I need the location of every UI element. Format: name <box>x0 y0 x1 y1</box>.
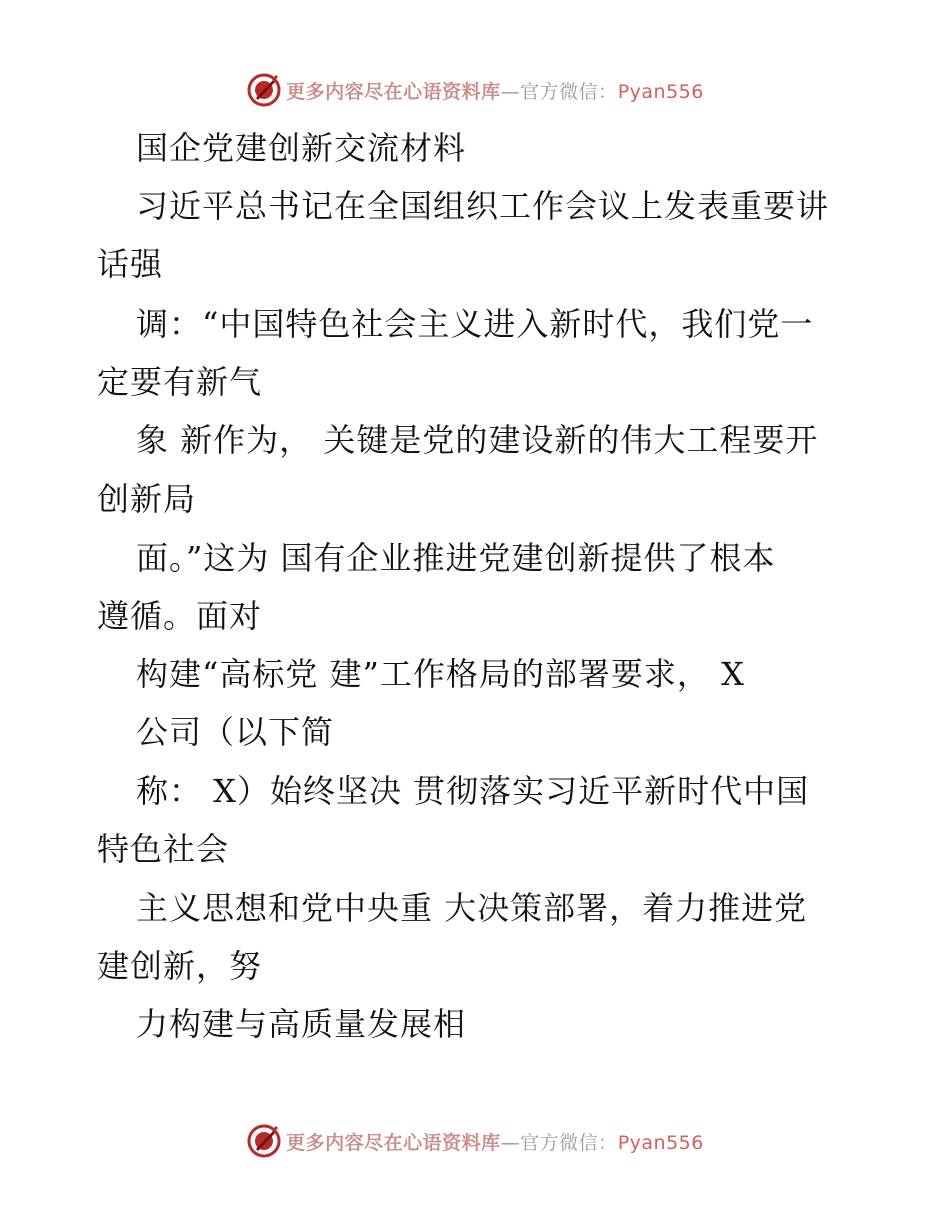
watermark-separator: — <box>500 1131 521 1154</box>
watermark-brand: 更多内容尽在心语资料库 <box>286 1131 501 1154</box>
paragraph-line: 定要有新气 <box>97 363 263 401</box>
paragraph-line: 习近平总书记在全国组织工作会议上发表重要讲 <box>136 187 830 225</box>
paragraph-line: 遵循。面对 <box>97 597 263 635</box>
paragraph-line: 调：“中国特色社会主义进入新时代，我们党一 <box>136 305 814 343</box>
watermark-brand: 更多内容尽在心语资料库 <box>286 80 501 103</box>
paragraph-line: 构建“高标党 建”工作格局的部署要求， X <box>136 655 745 693</box>
paragraph-line: 主义思想和党中央重 大决策部署，着力推进党 <box>136 889 808 927</box>
paragraph-line: 力构建与高质量发展相 <box>136 1005 467 1043</box>
paragraph-line: 称： X）始终坚决 贯彻落实习近平新时代中国 <box>136 772 810 810</box>
paragraph-line: 建创新，努 <box>97 947 263 985</box>
watermark-text <box>286 1128 704 1155</box>
paragraph-line: 创新局 <box>97 480 197 518</box>
document-title: 国企党建创新交流材料 <box>136 129 467 167</box>
watermark-separator: — <box>500 80 521 103</box>
watermark-official: 官方微信： <box>520 80 618 103</box>
paragraph-line: 特色社会 <box>97 830 230 868</box>
watermark-official: 官方微信： <box>520 1131 618 1154</box>
paragraph-line: 话强 <box>97 245 164 283</box>
paragraph-line: 象 新作为， 关键是党的建设新的伟大工程要开 <box>136 421 819 459</box>
paragraph-line: 公司（以下简 <box>136 713 335 751</box>
paragraph-line: 面。”这为 国有企业推进党建创新提供了根本 <box>136 539 776 577</box>
footer-watermark <box>0 1121 950 1161</box>
watermark-wechat-id: Pyan556 <box>617 80 704 103</box>
quill-seal-icon <box>246 1123 282 1159</box>
watermark-wechat-id: Pyan556 <box>617 1131 704 1154</box>
